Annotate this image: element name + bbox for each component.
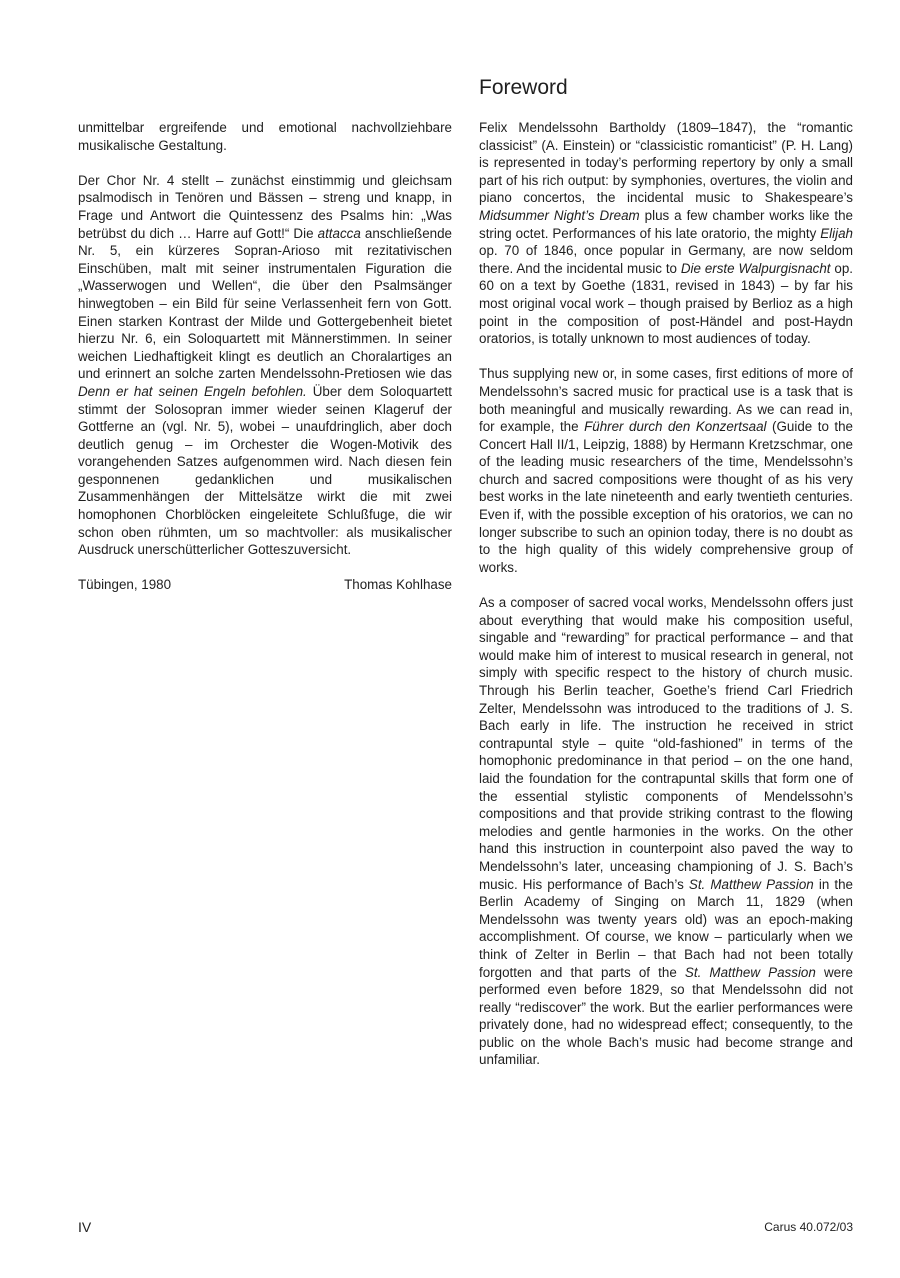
page-number: IV [78,1219,92,1235]
right-column [479,119,853,1087]
foreword-heading: Foreword [479,76,568,99]
author-name: Thomas Kohlhase [344,577,452,593]
catalog-number: Carus 40.072/03 [764,1220,853,1234]
left-paragraph-2: Der Chor Nr. 4 stellt – zunächst einstimmig und gleichsam psalmodisch in Tenören und Bässen – streng und knapp, in Frage und Antwort die Quintessenz des Psalms hin: „Was betrübst du dich … Harre auf Gott!“ Die attacca anschließende Nr. 5, ein kürzeres Sopran-Arioso mit rezitativischen Einschüben, malt mit seiner instrumentalen Figuration die „Wasserwogen und Wellen“, die über den Psalmsänger hinwegtoben – ein Bild für seine Verlassenheit fern von Gott. Einen starken Kontrast der Milde und Gottergebenheit bietet hierzu Nr. 6, ein Soloquartett mit Männerstimmen. In seiner weichen Liedhaftigkeit klingt es deutlich an Choralartiges an und erinnert an solche zarten Mendelssohn-Pretiosen wie das Denn er hat seinen Engeln befohlen. Über dem Soloquartett stimmt der Solosopran immer wieder seinen Klageruf der Gottferne an (vgl. Nr. 5), wobei – unaufdringlich, aber doch deutlich genug – im Orchester die Wogen-Motivik des vorangehenden Satzes aufgenommen wird. Nach diesen fein gesponnenen gedanklichen und musikalischen Zusammenhängen der Mittelsätze wirkt die mit zwei homophonen Chorblöcken eingeleitete Schlußfuge, die wir schon oben rühmten, um so machtvoller: als musikalischer Ausdruck unerschütterlicher Gotteszuversicht. [78,172,453,558]
right-paragraph-3: As a composer of sacred vocal works, Mendelssohn offers just about everything that would make his composition useful, singable and “rewarding” for practical performance – and that would make him of interest to musical research in general, not simply with specific respect to the history of church music. Through his Berlin teacher, Goethe’s friend Carl Friedrich Zelter, Mendelssohn was introduced to the traditions of J. S. Bach early in life. The instruction he received in strict contrapuntal style – quite “old-fashioned” in terms of the homophonic predominance in that period – on the one hand, laid the foundation for the contrapuntal skills that form one of the essential stylistic components of Mendelssohn’s compositions and that provide striking contrast to the flowing melodies and gentle harmonies in the works. On the other hand this instruction in counterpoint also paved the way to Mendelssohn’s later, unceasing championing of J. S. Bach’s music. His performance of Bach’s St. Matthew Passion in the Berlin Academy of Singing on March 11, 1829 (when Mendelssohn was twenty years old) was an epoch-making accomplishment. Of course, we know – particularly when we think of Zelter in Berlin – that Bach had not been totally forgotten and that parts of the St. Matthew Passion were performed even before 1829, so that Mendelssohn did not really “rediscover” the work. But the earlier performances were privately done, had no widespread effect; consequently, to the public on the whole Bach’s music had become strange and unfamiliar. [479,595,853,1068]
right-paragraph-2: Thus supplying new or, in some cases, first editions of more of Mendelssohn’s sacred music for practical use is a task that is both meaningful and musically rewarding. As we can read in, for example, the Führer durch den Konzertsaal (Guide to the Concert Hall II/1, Leipzig, 1888) by Hermann Kretzschmar, one of the leading music researchers of the time, Mendelssohn’s church and sacred compositions were thought of as his very best works in the late nineteenth and early twentieth centuries. Even if, with the possible exception of his oratorios, we can no longer subscribe to such an opinion today, there is no doubt as to the high quality of this widely comprehensive group of works. [479,366,853,575]
right-paragraph-1: Felix Mendelssohn Bartholdy (1809–1847), the “romantic classicist” (A. Einstein) or “classicistic romanticist” (P. H. Lang) is represented in today’s performing repertory by only a small part of his rich output: by symphonies, overtures, the violin and piano concertos, the incidental music to Shakespeare’s Midsummer Night’s Dream plus a few chamber works like the string octet. Performances of his late oratorio, the mighty Elijah op. 70 of 1846, once popular in Germany, are now seldom there. And the incidental music to Die erste Walpurgisnacht op. 60 on a text by Goethe (1831, revised in 1843) – by far his most original vocal work – though praised by Berlioz as a high point in the composition of post-Händel and post-Haydn oratorios, is totally unknown to most audiences of today. [479,120,853,347]
place-date: Tübingen, 1980 [78,577,172,593]
signoff [78,576,452,594]
left-column [78,119,452,594]
left-paragraph-1: unmittelbar ergreifende und emotional nachvollziehbare musikalische Gestaltung. [78,120,452,153]
